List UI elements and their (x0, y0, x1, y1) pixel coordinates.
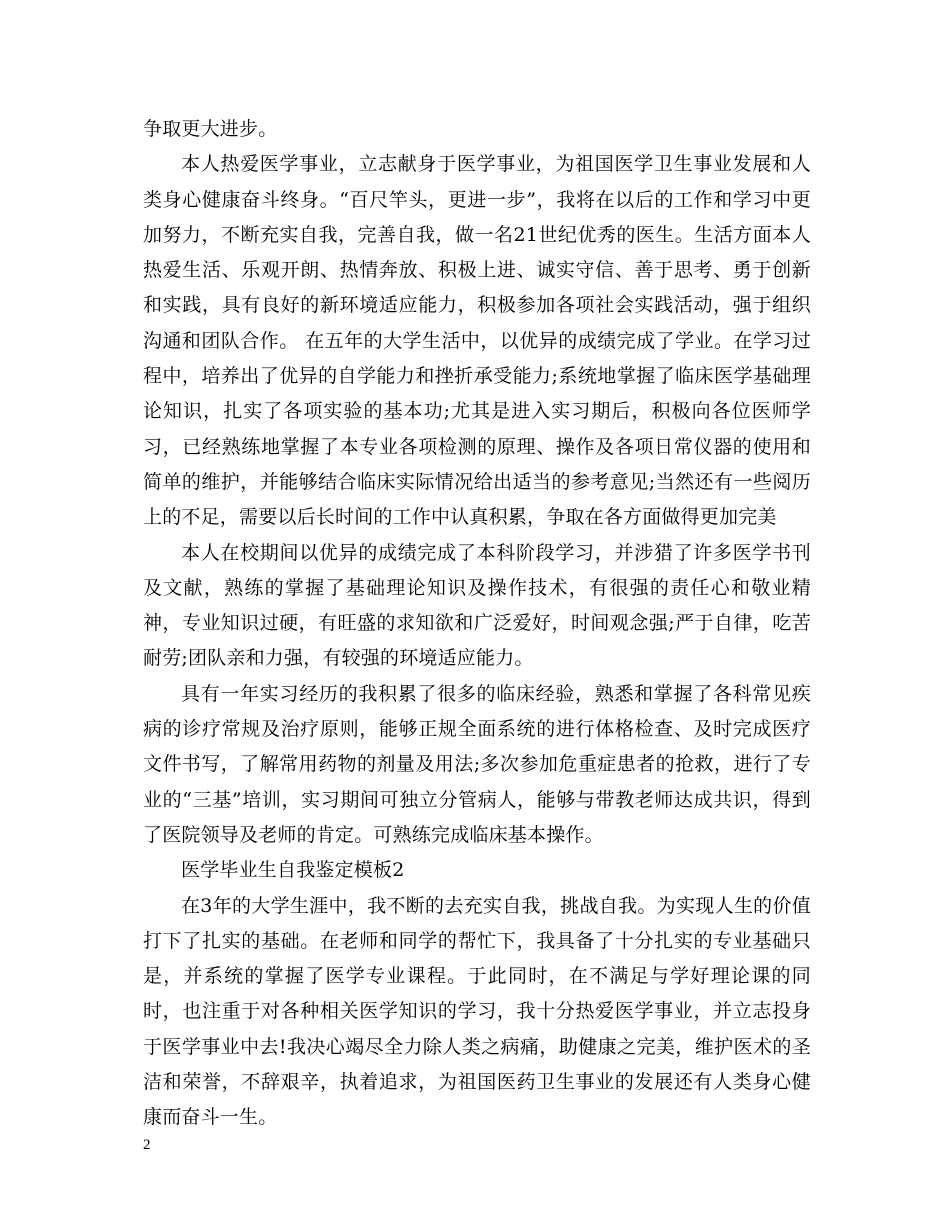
paragraph-school-performance: 本人在校期间以优异的成绩完成了本科阶段学习，并涉猎了许多医学书刊及文献，熟练的掌握了基础理论知识及操作技术，有很强的责任心和敬业精神，专业知识过硬，有旺盛的求知欲和广泛爱好，时间观念强;严于自律，吃苦耐劳;团队亲和力强，有较强的环境适应能力。 (143, 541, 811, 670)
page-number: 2 (143, 1137, 151, 1153)
paragraph-continuation: 争取更大进步。 (143, 118, 278, 140)
section-heading: 医学毕业生自我鉴定模板2 (181, 859, 405, 882)
paragraph-career-goals: 本人热爱医学事业，立志献身于医学事业，为祖国医学卫生事业发展和人类身心健康奋斗终身。“百尺竿头，更进一步”，我将在以后的工作和学习中更加努力，不断充实自我，完善自我，做一名21世纪优秀的医生。生活方面本人热爱生活、乐观开朗、热情奔放、积极上进、诚实守信、善于思考、勇于创新和实践，具有良好的新环境适应能力，积极参加各项社会实践活动，强于组织沟通和团队合作。 在五年的大学生活中，以优异的成绩完成了学业。在学习过程中，培养出了优异的自学能力和挫折承受能力;系统地掌握了临床医学基础理论知识，扎实了各项实验的基本功;尤其是进入实习期后，积极向各位医师学习，已经熟练地掌握了本专业各项检测的原理、操作及各项日常仪器的使用和简单的维护，并能够结合临床实际情况给出适当的参考意见;当然还有一些阅历上的不足，需要以后长时间的工作中认真积累，争取在各方面做得更加完美 (143, 153, 811, 529)
paragraph-internship-experience: 具有一年实习经历的我积累了很多的临床经验，熟悉和掌握了各科常见疾病的诊疗常规及治疗原则，能够正规全面系统的进行体格检查、及时完成医疗文件书写，了解常用药物的剂量及用法;多次参加危重症患者的抢救，进行了专业的“三基”培训，实习期间可独立分管病人，能够与带教老师达成共识，得到了医院领导及老师的肯定。可熟练完成临床基本操作。 (143, 682, 811, 846)
paragraph-university-years: 在3年的大学生涯中，我不断的去充实自我，挑战自我。为实现人生的价值打下了扎实的基础。在老师和同学的帮忙下，我具备了十分扎实的专业基础只是，并系统的掌握了医学专业课程。于此同时，在不满足与学好理论课的同时，也注重于对各种相关医学知识的学习，我十分热爱医学事业，并立志投身于医学事业中去!我决心竭尽全力除人类之病痛，助健康之完美，维护医术的圣洁和荣誉，不辞艰辛，执着追求，为祖国医药卫生事业的发展还有人类身心健康而奋斗一生。 (143, 894, 811, 1129)
document-body (143, 112, 811, 1136)
